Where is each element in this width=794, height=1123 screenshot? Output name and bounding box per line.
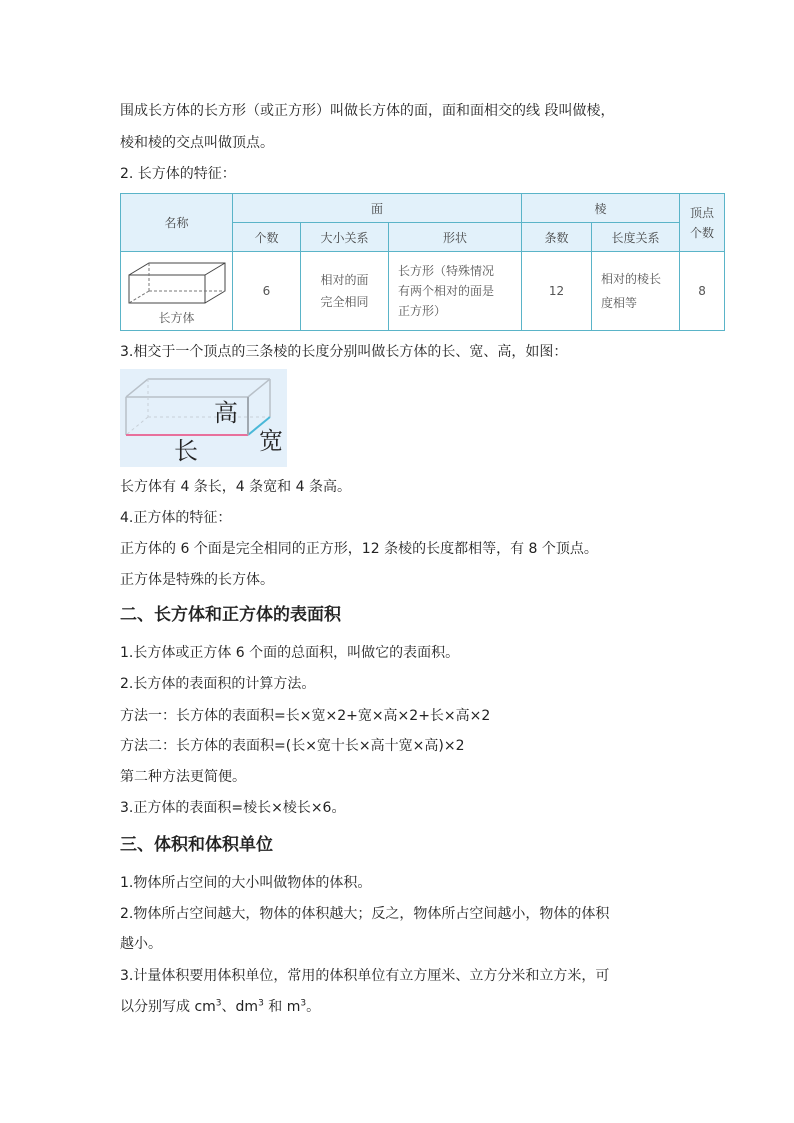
section-2-note: 第二种方法更简便。 bbox=[120, 769, 246, 785]
row-vertex-count: 8 bbox=[680, 252, 725, 331]
face-shape-line-2: 有两个相对的面是 bbox=[398, 284, 495, 298]
item-4: 4.正方体的特征： bbox=[120, 510, 232, 526]
header-edge-count: 条数 bbox=[522, 223, 592, 252]
units-sep-1: 、 bbox=[221, 999, 236, 1015]
edge-length-line-1: 相对的棱长 bbox=[601, 272, 662, 286]
unit-cm: cm bbox=[194, 999, 216, 1015]
face-shape-line-3: 正方形） bbox=[398, 304, 447, 318]
cube-feature-line: 正方体的 6 个面是完全相同的正方形，12 条棱的长度都相等，有 8 个顶点。 bbox=[120, 541, 598, 557]
cube-special-line: 正方体是特殊的长方体。 bbox=[120, 572, 274, 588]
header-face-size: 大小关系 bbox=[301, 223, 389, 252]
section-3-p3-line-2 bbox=[120, 997, 320, 1017]
height-label: 高 bbox=[214, 399, 238, 427]
row-face-count: 6 bbox=[233, 252, 301, 331]
header-name: 名称 bbox=[121, 194, 233, 252]
section-3-p3-line-1: 3.计量体积要用体积单位，常用的体积单位有立方厘米、立方分米和立方米，可 bbox=[120, 968, 610, 984]
section-3-title: 三、体积和体积单位 bbox=[120, 835, 273, 855]
section-3-p1: 1.物体所占空间的大小叫做物体的体积。 bbox=[120, 875, 372, 891]
header-face: 面 bbox=[233, 194, 522, 223]
header-vertex-line-1: 顶点 bbox=[690, 205, 715, 220]
edges-count-line: 长方体有 4 条长，4 条宽和 4 条高。 bbox=[120, 479, 351, 495]
cuboid-features-table bbox=[120, 193, 725, 331]
cuboid-sketch bbox=[127, 261, 227, 305]
units-prefix: 以分别写成 bbox=[120, 999, 195, 1015]
row-face-shape bbox=[389, 252, 522, 331]
header-face-count: 个数 bbox=[233, 223, 301, 252]
intro-line-2: 棱和棱的交点叫做顶点。 bbox=[120, 135, 274, 151]
unit-dm: dm bbox=[235, 999, 259, 1015]
units-sep-2: 和 bbox=[263, 999, 287, 1015]
section-2-p3: 3.正方体的表面积=棱长×棱长×6。 bbox=[120, 800, 346, 816]
cuboid-dimension-diagram bbox=[120, 369, 287, 467]
unit-dm-exponent: 3 bbox=[258, 998, 264, 1009]
length-label: 长 bbox=[174, 437, 198, 465]
section-2-title: 二、长方体和正方体的表面积 bbox=[120, 605, 341, 625]
header-vertex bbox=[680, 194, 725, 252]
units-end: 。 bbox=[306, 999, 321, 1015]
width-label: 宽 bbox=[259, 427, 283, 455]
method-1: 方法一：长方体的表面积=长×宽×2+宽×高×2+长×高×2 bbox=[120, 708, 491, 724]
method-2: 方法二：长方体的表面积=(长×宽十长×高十宽×高)×2 bbox=[120, 738, 465, 754]
row-edge-length bbox=[592, 252, 680, 331]
row-name: 长方体 bbox=[158, 311, 195, 325]
section-2-p1: 1.长方体或正方体 6 个面的总面积，叫做它的表面积。 bbox=[120, 645, 460, 661]
section-2-p2: 2.长方体的表面积的计算方法。 bbox=[120, 676, 316, 692]
section-3-p2-line-2: 越小。 bbox=[120, 936, 162, 952]
edge-length-line-2: 度相等 bbox=[601, 296, 638, 310]
unit-m-exponent: 3 bbox=[300, 998, 307, 1009]
row-face-size bbox=[301, 252, 389, 331]
cuboid-dimension-figure bbox=[120, 369, 287, 467]
row-name-cell bbox=[121, 252, 233, 331]
section-3-p2-line-1: 2.物体所占空间越大，物体的体积越大；反之，物体所占空间越小，物体的体积 bbox=[120, 906, 610, 922]
item-3: 3.相交于一个顶点的三条棱的长度分别叫做长方体的长、宽、高，如图： bbox=[120, 344, 568, 360]
item-2-heading: 2. 长方体的特征： bbox=[120, 166, 236, 182]
face-size-line-2: 完全相同 bbox=[320, 295, 369, 309]
unit-cm-exponent: 3 bbox=[215, 998, 222, 1009]
row-edge-count: 12 bbox=[522, 252, 592, 331]
face-size-line-1: 相对的面 bbox=[320, 273, 369, 287]
intro-line-1: 围成长方体的长方形（或正方形）叫做长方体的面，面和面相交的线 段叫做棱， bbox=[120, 103, 615, 119]
header-face-shape: 形状 bbox=[389, 223, 522, 252]
unit-m: m bbox=[286, 999, 301, 1015]
header-vertex-line-2: 个数 bbox=[690, 225, 715, 240]
face-shape-line-1: 长方形（特殊情况 bbox=[398, 264, 495, 278]
header-edge: 棱 bbox=[522, 194, 680, 223]
header-edge-length: 长度关系 bbox=[592, 223, 680, 252]
